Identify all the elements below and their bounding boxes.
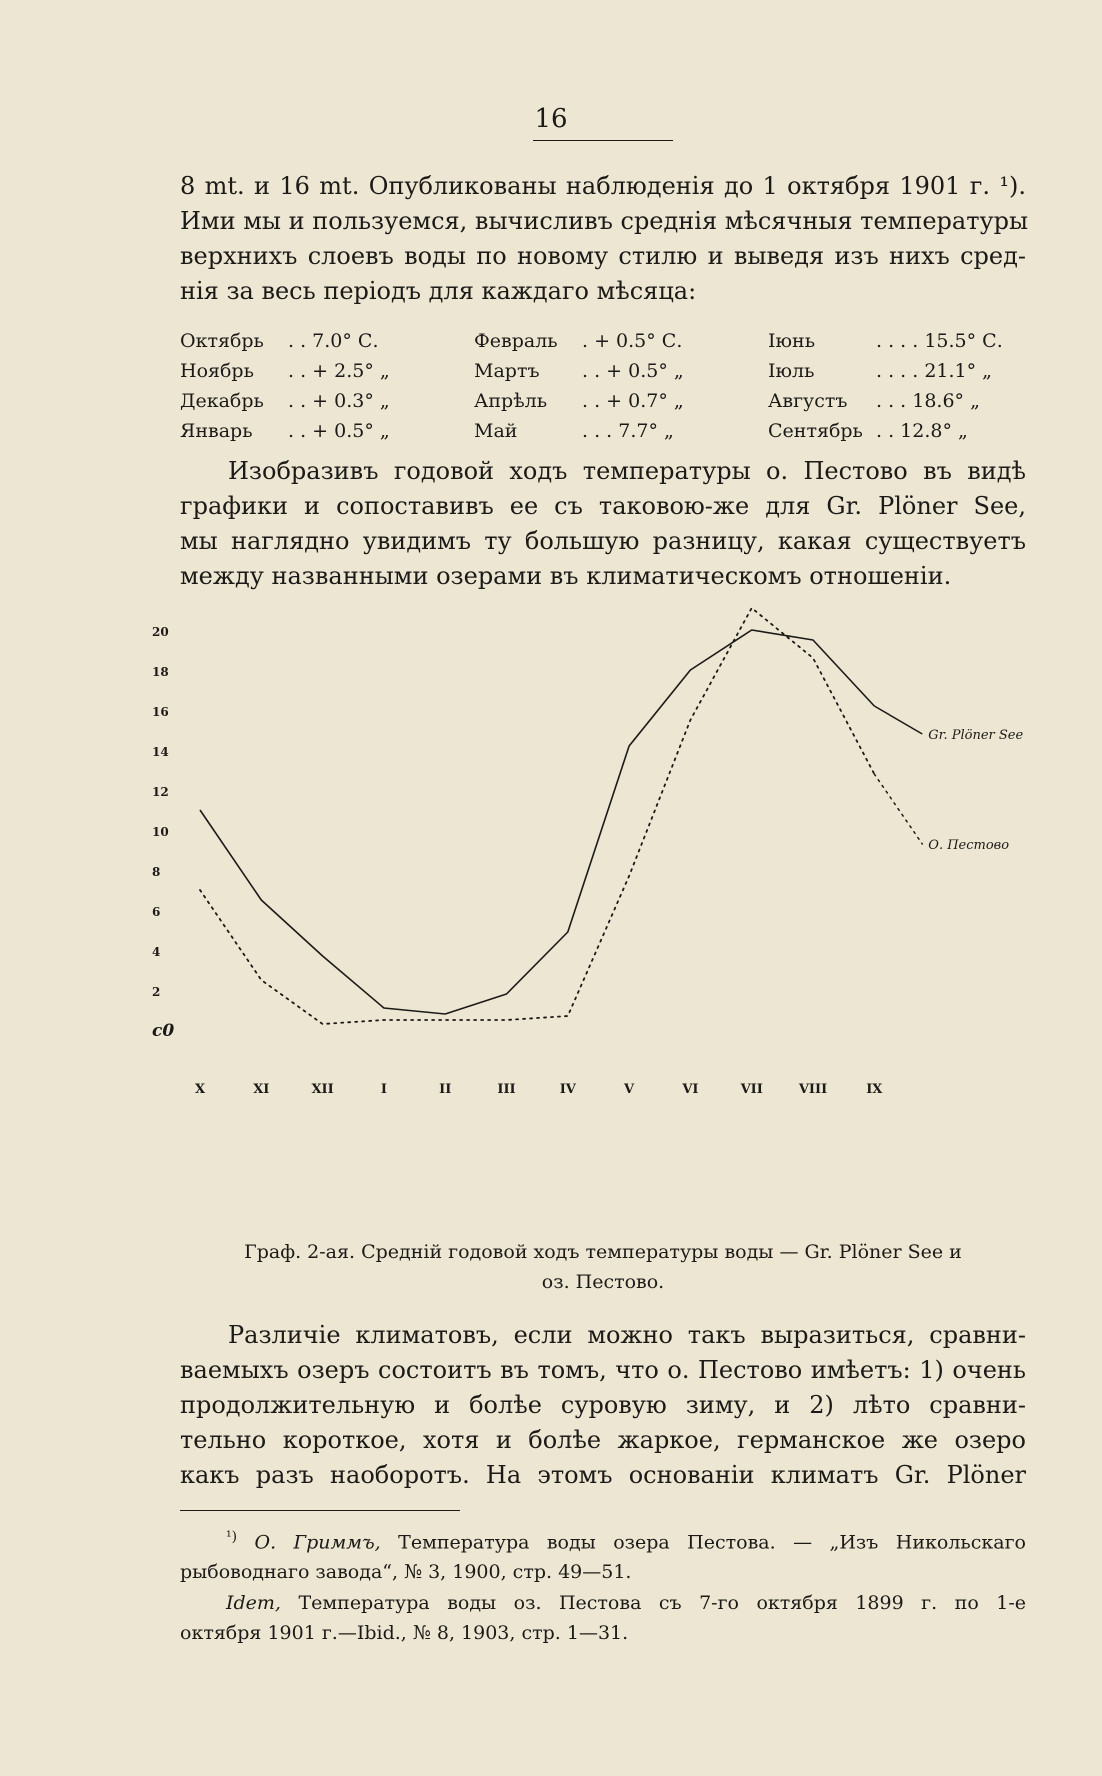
footnote-line (180, 1522, 1026, 1557)
series-line (200, 630, 874, 1014)
x-tick-label: VI (682, 1082, 699, 1097)
conclusion-paragraph (180, 1318, 1026, 1493)
paragraph-line: графики и сопоставивъ ее съ таковою-же для Gr. Plöner See, (180, 492, 1026, 520)
paragraph-line: Изобразивъ годовой ходъ температуры о. Пестово въ видѣ (228, 457, 1026, 485)
intro-line: верхнихъ слоевъ воды по новому стилю и выведя изъ нихъ сред- (180, 242, 1026, 270)
x-tick-label: VIII (798, 1082, 828, 1097)
series-label-leader (874, 774, 922, 844)
y-tick-label: 2 (152, 985, 161, 999)
temperature-chart (150, 605, 1080, 1225)
x-tick-label: VII (740, 1082, 763, 1097)
x-tick-label: IV (559, 1082, 576, 1097)
caption-line: оз. Пестово. (541, 1271, 665, 1293)
y-tick-label: 12 (152, 785, 169, 799)
paragraph-line: продолжительную и болѣе суровую зиму, и 2) лѣто сравни- (180, 1391, 1026, 1419)
x-tick-label: I (380, 1082, 387, 1097)
temperature-value: . . + 0.7° „ (582, 390, 684, 412)
paragraph-line: мы наглядно увидимъ ту большую разницу, какая существуетъ (180, 527, 1026, 555)
month-label: Сентябрь (768, 420, 863, 442)
paragraph-line: ваемыхъ озеръ состоитъ въ томъ, что о. Пестово имѣетъ: 1) очень (180, 1356, 1026, 1384)
x-tick-label: V (624, 1082, 635, 1097)
graph-intro-paragraph (180, 454, 1026, 594)
month-label: Ноябрь (180, 360, 254, 382)
intro-line: нія за весь періодъ для каждаго мѣсяца: (180, 277, 697, 305)
table-row (180, 326, 1003, 356)
y-tick-label: c0 (152, 1021, 175, 1041)
footnote-1 (180, 1522, 1026, 1587)
y-tick-label: 16 (152, 705, 169, 719)
footnote-text: Температура воды озера Пестова. — „Изъ Никольскаго (398, 1531, 1026, 1554)
paragraph-line: какъ разъ наоборотъ. На этомъ основаніи климатъ Gr. Plöner (180, 1461, 1026, 1489)
series-label: Gr. Plöner See (928, 728, 1024, 743)
footnote-line: рыбоводнаго завода“, № 3, 1900, стр. 49—51. (180, 1561, 632, 1584)
temperature-value: . . + 0.5° „ (582, 360, 684, 382)
footnote-line (180, 1588, 1026, 1618)
footnote-2 (180, 1588, 1026, 1648)
y-tick-label: 18 (152, 665, 169, 679)
temperature-value: . . . 18.6° „ (876, 390, 980, 412)
paragraph-line: Различіе климатовъ, если можно такъ выразиться, сравни- (228, 1321, 1026, 1349)
month-label: Октябрь (180, 330, 264, 352)
x-tick-label: X (194, 1082, 206, 1097)
y-tick-label: 4 (152, 945, 161, 959)
footnote-mark: ¹) (226, 1529, 238, 1545)
y-tick-label: 20 (152, 625, 169, 639)
x-tick-label: XII (311, 1082, 334, 1097)
series-line (200, 608, 874, 1024)
x-tick-label: XI (253, 1082, 270, 1097)
page-number-rule (533, 140, 673, 141)
x-tick-label: III (497, 1082, 516, 1097)
page-number: 16 (534, 104, 568, 134)
temperature-value: . . . . 15.5° С. (876, 330, 1003, 352)
series-label: О. Пестово (928, 838, 1010, 853)
intro-line: 8 mt. и 16 mt. Опубликованы наблюденія до 1 октября 1901 г. ¹). (180, 172, 1026, 200)
month-label: Іюнь (768, 330, 816, 352)
temperature-value: . . + 2.5° „ (288, 360, 390, 382)
monthly-temperature-table (180, 326, 1003, 446)
paragraph-line: тельно короткое, хотя и болѣе жаркое, германское же озеро (180, 1426, 1026, 1454)
temperature-value: . . . . 21.1° „ (876, 360, 993, 382)
table-row (180, 356, 1003, 386)
month-label: Январь (180, 420, 253, 442)
x-tick-label: IX (866, 1082, 883, 1097)
x-tick-label: II (439, 1082, 452, 1097)
footnote-author: О. Гриммъ, (254, 1531, 381, 1554)
intro-paragraph (180, 169, 1029, 309)
footnote-text: Температура воды оз. Пестова съ 7-го октября 1899 г. по 1-е (298, 1592, 1026, 1614)
footnote-rule (180, 1510, 460, 1511)
y-tick-label: 14 (152, 745, 169, 759)
month-label: Іюль (768, 360, 815, 382)
month-label: Мартъ (474, 360, 540, 382)
temperature-value: . . + 0.3° „ (288, 390, 390, 412)
table-row (180, 386, 1003, 416)
month-label: Февраль (474, 330, 558, 352)
temperature-value: . . 12.8° „ (876, 420, 968, 442)
series-label-leader (874, 706, 922, 734)
month-label: Декабрь (180, 390, 264, 412)
footnote-author: Idem, (226, 1592, 281, 1614)
table-row (180, 416, 1003, 446)
month-label: Апрѣль (474, 390, 548, 412)
intro-line: Ими мы и пользуемся, вычисливъ среднія мѣсячныя температуры (180, 207, 1029, 235)
temperature-value: . . . 7.7° „ (582, 420, 674, 442)
temperature-value: . . 7.0° С. (288, 330, 379, 352)
y-tick-label: 8 (152, 865, 161, 879)
chart-caption (180, 1237, 1026, 1297)
paragraph-line: между названными озерами въ климатическомъ отношеніи. (180, 562, 952, 590)
caption-line: Граф. 2-ая. Среднiй годовой ходъ температуры воды — Gr. Plöner See и (244, 1241, 962, 1263)
y-tick-label: 6 (152, 905, 161, 919)
month-label: Августъ (768, 390, 848, 412)
temperature-value: . . + 0.5° „ (288, 420, 390, 442)
month-label: Май (474, 420, 518, 442)
temperature-value: . + 0.5° С. (582, 330, 683, 352)
footnote-line: октября 1901 г.—Ibid., № 8, 1903, стр. 1—31. (180, 1622, 629, 1644)
y-tick-label: 10 (152, 825, 169, 839)
